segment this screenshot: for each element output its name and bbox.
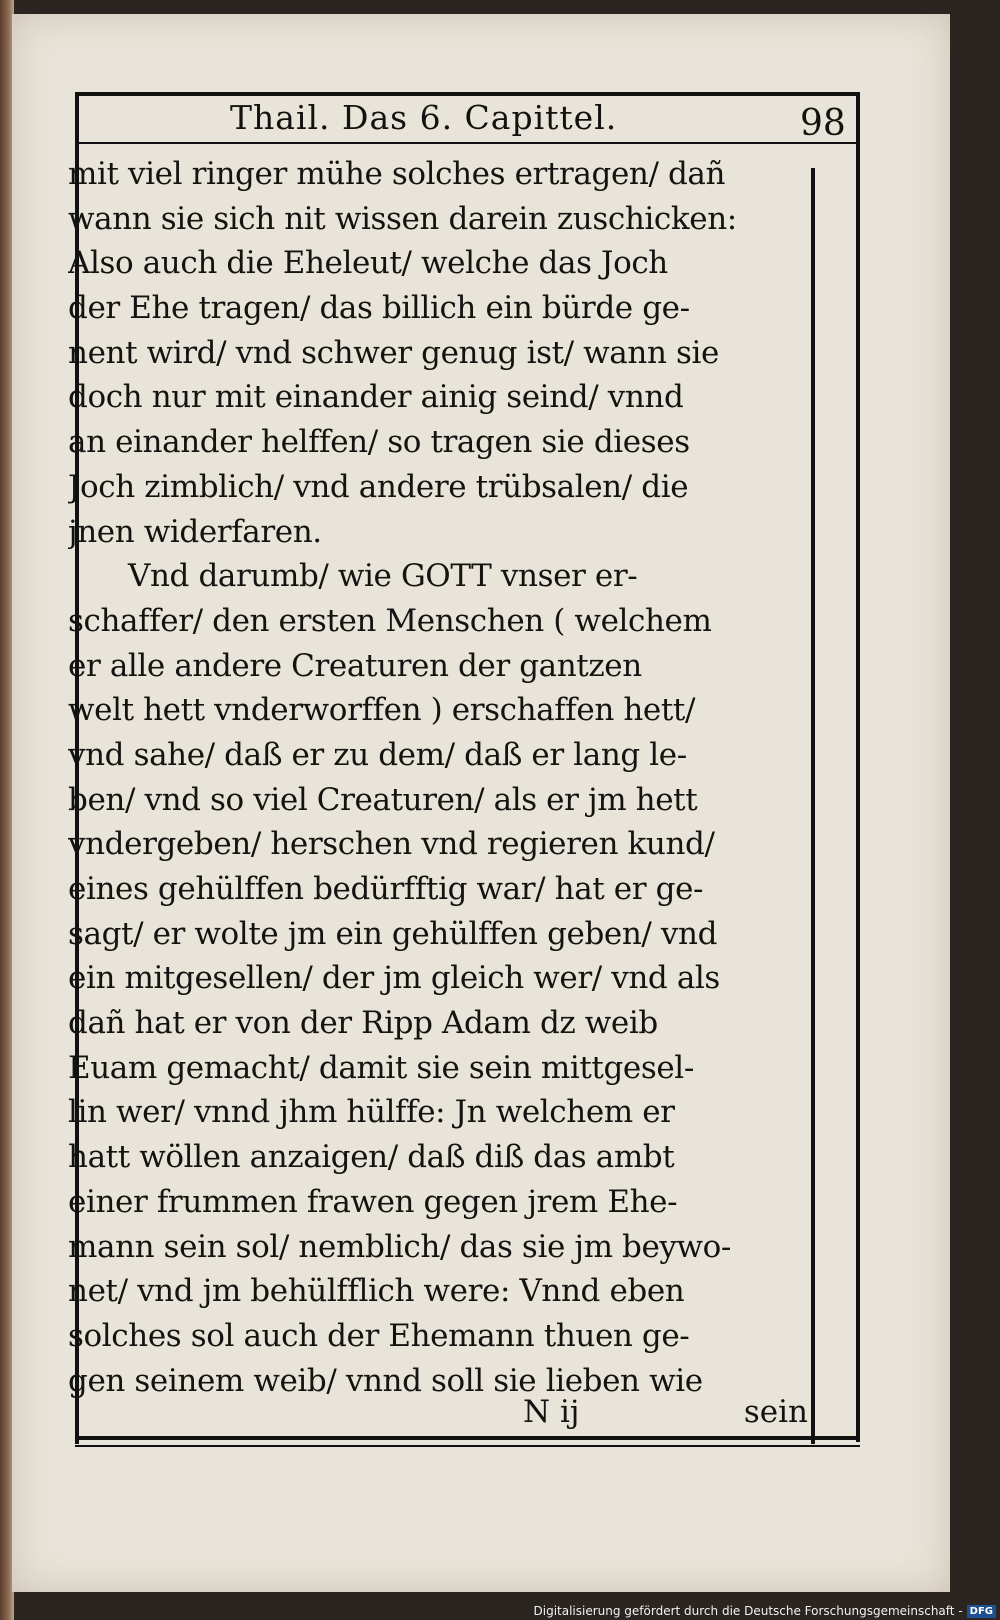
text-line: vndergeben/ herschen vnd regieren kund/ bbox=[68, 826, 715, 863]
text-line: schaffer/ den ersten Menschen ( welchem bbox=[68, 602, 712, 639]
frame-rule-bottom-second bbox=[75, 1445, 860, 1447]
text-line: ben/ vnd so viel Creaturen/ als er jm hett bbox=[68, 781, 698, 818]
body-text bbox=[68, 152, 808, 1403]
text-line: solches sol auch der Ehemann thuen ge- bbox=[68, 1317, 690, 1354]
text-line: net/ vnd jm behülfflich were: Vnnd eben bbox=[68, 1273, 685, 1310]
text-line: wann sie sich nit wissen darein zuschicken: bbox=[68, 200, 737, 237]
credit-text: Digitalisierung gefördert durch die Deutsche Forschungsgemeinschaft - bbox=[533, 1604, 963, 1618]
text-line: der Ehe tragen/ das billich ein bürde ge- bbox=[68, 290, 690, 327]
text-line: eines gehülffen bedürfftig war/ hat er ge- bbox=[68, 871, 704, 907]
frame-rule-bottom bbox=[75, 1436, 860, 1440]
text-line: sagt/ er wolte jm ein gehülffen geben/ vnd bbox=[68, 915, 718, 952]
text-line: Euam gemacht/ damit sie sein mittgesel- bbox=[68, 1049, 694, 1086]
frame-rule-header-bottom bbox=[75, 142, 860, 144]
text-line: gen seinem weib/ vnnd soll sie lieben wie bbox=[68, 1362, 703, 1399]
dfg-logo: DFG bbox=[967, 1605, 996, 1618]
text-line: er alle andere Creaturen der gantzen bbox=[68, 647, 642, 684]
text-line: Also auch die Eheleut/ welche das Joch bbox=[68, 245, 668, 282]
text-line: hatt wöllen anzaigen/ daß diß das ambt bbox=[68, 1139, 675, 1176]
frame-rule-right-outer bbox=[856, 92, 860, 1442]
text-line: doch nur mit einander ainig seind/ vnnd bbox=[68, 379, 684, 416]
text-line: an einander helffen/ so tragen sie dieses bbox=[68, 424, 690, 461]
running-title: Thail. Das 6. Capittel. bbox=[230, 98, 618, 137]
page-number: 98 bbox=[800, 103, 846, 144]
text-line: mit viel ringer mühe solches ertragen/ dañ bbox=[68, 156, 726, 192]
text-line: jnen widerfaren. bbox=[68, 513, 322, 550]
signature-mark: N ij bbox=[523, 1394, 580, 1430]
text-line: welt hett vnderworffen ) erschaffen hett/ bbox=[68, 692, 696, 729]
text-line: Joch zimblich/ vnd andere trübsalen/ die bbox=[68, 468, 689, 505]
text-line: ein mitgesellen/ der jm gleich wer/ vnd als bbox=[68, 960, 720, 997]
catchword: sein bbox=[743, 1394, 808, 1430]
catchword-line bbox=[68, 1390, 808, 1434]
frame-rule-right-inner bbox=[811, 168, 815, 1444]
text-line: einer frummen frawen gegen jrem Ehe- bbox=[68, 1183, 678, 1220]
digitization-credit bbox=[534, 1604, 997, 1618]
text-line: lin wer/ vnnd jhm hülffe: Jn welchem er bbox=[68, 1094, 675, 1131]
text-line: mann sein sol/ nemblich/ das sie jm beywo- bbox=[68, 1228, 731, 1265]
text-line: dañ hat er von der Ripp Adam dz weib bbox=[68, 1005, 658, 1042]
text-line: Vnd darumb/ wie GOTT vnser er- bbox=[128, 558, 638, 595]
text-line: vnd sahe/ daß er zu dem/ daß er lang le- bbox=[68, 736, 687, 773]
text-line: nent wird/ vnd schwer genug ist/ wann sie bbox=[68, 334, 719, 371]
